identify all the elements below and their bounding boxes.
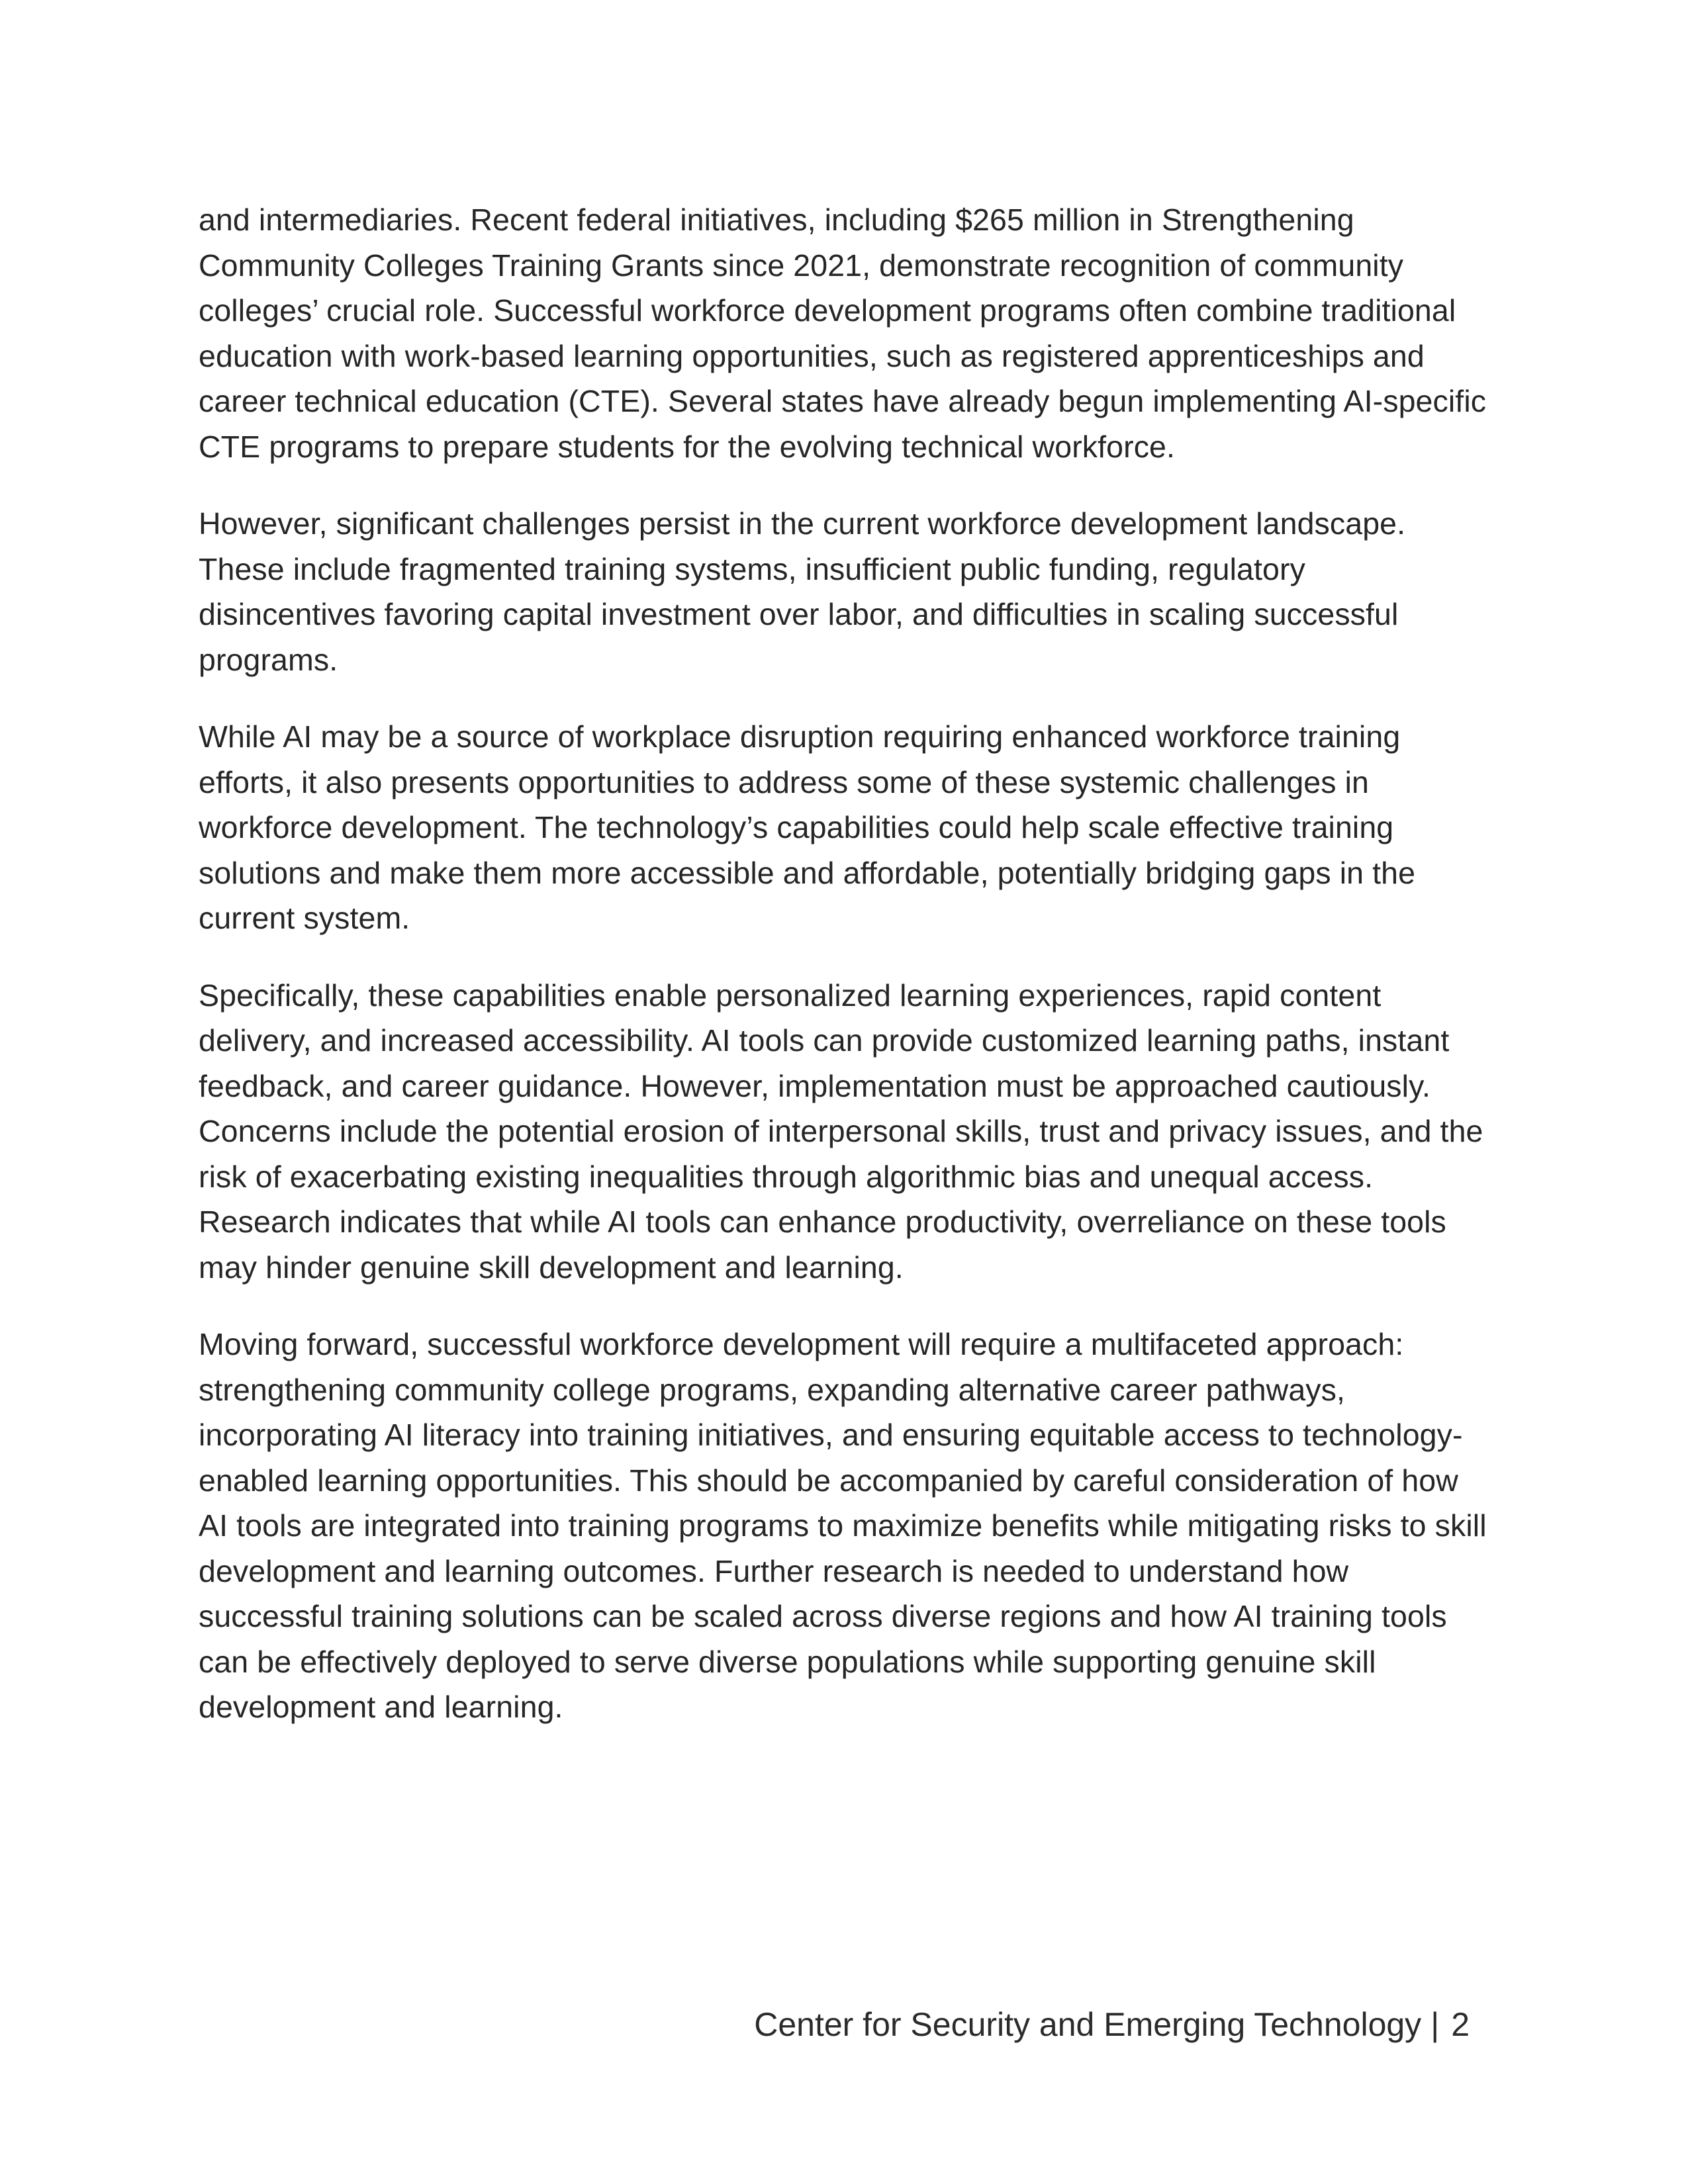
paragraph-5: Moving forward, successful workforce development will require a multifaceted approach: strengthening community college programs, expanding alternative career pathways, incorporating AI literacy into training initiatives, and ensuring equitable access to technology-enabled learning opportunities. This should be accompanied by careful consideration of how AI tools are integrated into training programs to maximize benefits while mitigating risks to skill development and learning outcomes. Further research is needed to understand how successful training solutions can be scaled across diverse regions and how AI training tools can be effectively deployed to serve diverse populations while supporting genuine skill development and learning. [199,1327,1487,1724]
paragraph-3: While AI may be a source of workplace disruption requiring enhanced workforce training efforts, it also presents opportunities to address some of these systemic challenges in workforce development. The technology’s capabilities could help scale effective training solutions and make them more accessible and affordable, potentially bridging gaps in the current system. [199,719,1416,935]
paragraph-1: and intermediaries. Recent federal initiatives, including $265 million in Strengthening Community Colleges Training Grants since 2021, demonstrate recognition of community colleges’ crucial role. Successful workforce development programs often combine traditional education with work-based learning opportunities, such as registered apprenticeships and career technical education (CTE). Several states have already begun implementing AI-specific CTE programs to prepare students for the evolving technical workforce. [199,203,1487,464]
paragraph-4: Specifically, these capabilities enable personalized learning experiences, rapid content delivery, and increased accessibility. AI tools can provide customized learning paths, instant feedback, and career guidance. However, implementation must be approached cautiously. Concerns include the potential erosion of interpersonal skills, trust and privacy issues, and the risk of exacerbating existing inequalities through algorithmic bias and unequal access. Research indicates that while AI tools can enhance productivity, overreliance on these tools may hinder genuine skill development and learning. [199,978,1483,1285]
body-text [199,197,1489,1762]
footer-organization: Center for Security and Emerging Technology [754,2006,1422,2043]
footer-separator: | [1430,2006,1440,2043]
page-footer [754,2002,1470,2047]
page-number: 2 [1451,2006,1470,2043]
paragraph-2: However, significant challenges persist in the current workforce development landscape. These include fragmented training systems, insufficient public funding, regulatory disincentives favoring capital investment over labor, and difficulties in scaling successful programs. [199,506,1406,677]
